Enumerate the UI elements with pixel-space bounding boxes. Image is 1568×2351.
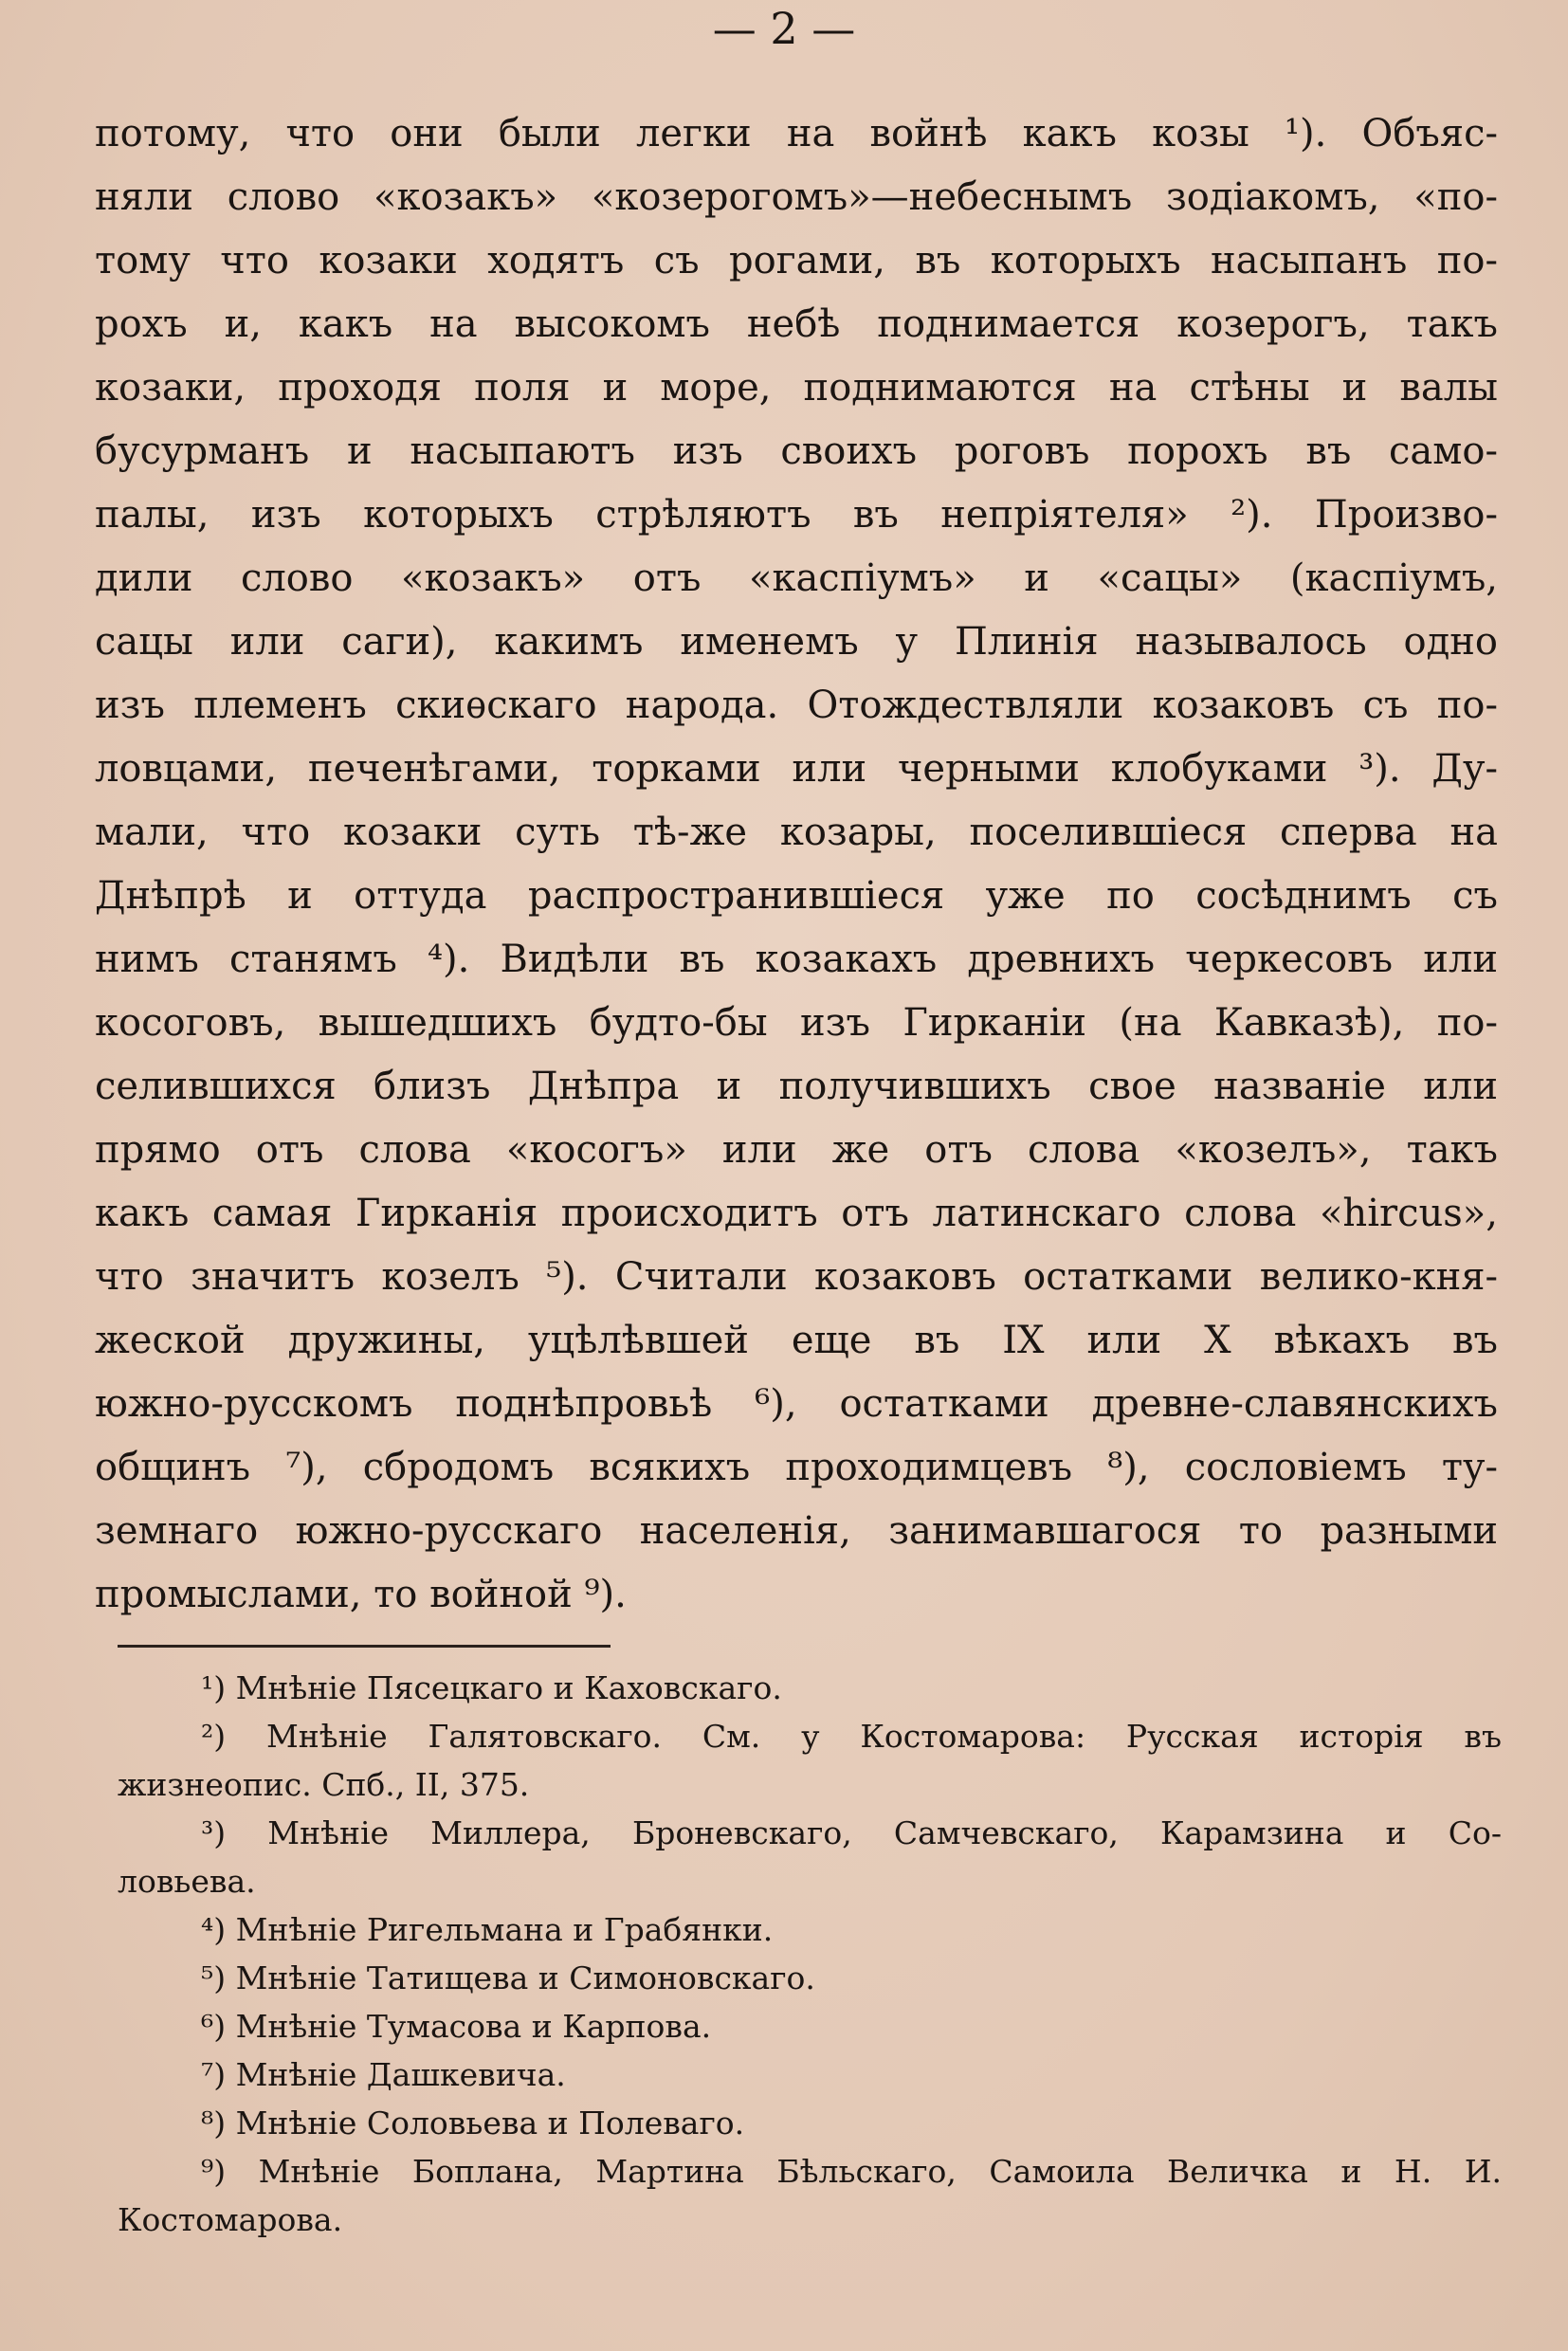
- footnote-line: ⁸) Мнѣнiе Соловьева и Полеваго.: [201, 2105, 745, 2141]
- footnote-2: [118, 1712, 1502, 1809]
- body-line: прямо отъ слова «косогъ» или же отъ слова «козелъ», такъ: [95, 1128, 1498, 1172]
- footnote-3: [118, 1809, 1502, 1905]
- footnote-line: ⁷) Мнѣнiе Дашкевича.: [201, 2056, 566, 2093]
- footnote-divider: [118, 1645, 611, 1648]
- footnote-line: ⁹) Мнѣнiе Боплана, Мартина Бѣльскаго, Самоила Величка и Н. И.: [201, 2153, 1502, 2190]
- footnote-line: ³) Мнѣнiе Миллера, Броневскаго, Самчевскаго, Карамзина и Со-: [201, 1814, 1502, 1851]
- body-line: няли слово «козакъ» «козерогомъ»—небеснымъ зодiакомъ, «по-: [95, 175, 1498, 219]
- body-line: жеской дружины, уцѣлѣвшей еще въ IX или X вѣкахъ въ: [95, 1319, 1498, 1362]
- body-line: рохъ и, какъ на высокомъ небѣ поднимается козерогъ, такъ: [95, 302, 1498, 346]
- body-line: ловцами, печенѣгами, торками или черными клобуками ³). Ду-: [95, 747, 1498, 791]
- body-line: какъ самая Гирканiя происходитъ отъ латинскаго слова «hircus»,: [95, 1192, 1498, 1235]
- body-line: селившихся близъ Днѣпра и получившихъ свое названiе или: [95, 1065, 1498, 1108]
- body-line: Днѣпрѣ и оттуда распространившiеся уже по сосѣднимъ съ: [95, 874, 1498, 918]
- footnote-7: [118, 2050, 1502, 2099]
- body-text: [95, 102, 1498, 1627]
- footnote-6: [118, 2002, 1502, 2050]
- body-line: палы, изъ которыхъ стрѣляютъ въ непрiятеля» ²). Произво-: [95, 493, 1498, 537]
- body-line: бусурманъ и насыпаютъ изъ своихъ роговъ порохъ въ само-: [95, 429, 1498, 473]
- body-line: козаки, проходя поля и море, поднимаются на стѣны и валы: [95, 366, 1498, 410]
- footnote-line: жизнеопис. Спб., II, 375.: [118, 1766, 530, 1803]
- body-line: дили слово «козакъ» отъ «каспiумъ» и «сацы» (каспiумъ,: [95, 556, 1498, 600]
- body-line: косоговъ, вышедшихъ будто-бы изъ Гирканiи (на Кавказѣ), по-: [95, 1001, 1498, 1045]
- footnote-4: [118, 1905, 1502, 1954]
- footnotes: [118, 1664, 1502, 2244]
- body-line: общинъ ⁷), сбродомъ всякихъ проходимцевъ ⁸), сословiемъ ту-: [95, 1446, 1498, 1489]
- footnote-line: ⁵) Мнѣнiе Татищева и Симоновскаго.: [201, 1959, 815, 1996]
- body-line: тому что козаки ходятъ съ рогами, въ которыхъ насыпанъ по-: [95, 239, 1498, 282]
- body-line: мали, что козаки суть тѣ-же козары, поселившiеся сперва на: [95, 811, 1498, 854]
- footnote-line: ⁶) Мнѣнiе Тумасова и Карпова.: [201, 2008, 712, 2045]
- body-line: нимъ станямъ ⁴). Видѣли въ козакахъ древнихъ черкесовъ или: [95, 938, 1498, 981]
- body-line: сацы или саги), какимъ именемъ у Плинiя называлось одно: [95, 620, 1498, 664]
- body-line: что значитъ козелъ ⁵). Считали козаковъ остатками велико-кня-: [95, 1255, 1498, 1299]
- footnote-line: ⁴) Мнѣнiе Ригельмана и Грабянки.: [201, 1911, 774, 1948]
- body-line: потому, что они были легки на войнѣ какъ козы ¹). Объяс-: [95, 112, 1498, 155]
- footnote-1: [118, 1664, 1502, 1712]
- footnote-5: [118, 1954, 1502, 2002]
- footnote-9: [118, 2147, 1502, 2244]
- body-line: земнаго южно-русскаго населенiя, занимавшагося то разными: [95, 1509, 1498, 1553]
- body-line: изъ племенъ скиѳскаго народа. Отождествляли козаковъ съ по-: [95, 683, 1498, 727]
- footnote-line: ¹) Мнѣнiе Пясецкаго и Каховскаго.: [201, 1669, 782, 1706]
- footnote-line: ловьева.: [118, 1863, 256, 1900]
- page-number: — 2 —: [712, 3, 856, 54]
- body-line: южно-русскомъ поднѣпровьѣ ⁶), остатками древне-славянскихъ: [95, 1382, 1498, 1426]
- footnote-line: ²) Мнѣнiе Галятовскаго. См. у Костомарова: Русская исторiя въ: [201, 1718, 1502, 1755]
- footnote-line: Костомарова.: [118, 2201, 343, 2238]
- footnote-8: [118, 2099, 1502, 2147]
- body-line: промыслами, то войной ⁹).: [95, 1573, 627, 1616]
